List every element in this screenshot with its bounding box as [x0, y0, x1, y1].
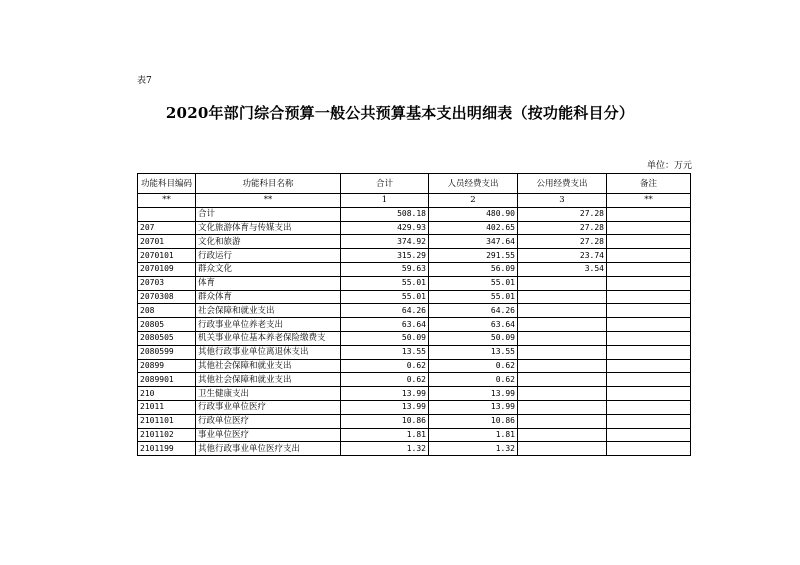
personnel-cell: 13.99: [429, 400, 518, 414]
index-cell: 3: [518, 194, 607, 208]
code-cell: 2089901: [138, 373, 196, 387]
personnel-cell: 56.09: [429, 262, 518, 276]
public-cell: [518, 276, 607, 290]
public-cell: [518, 414, 607, 428]
personnel-cell: 10.86: [429, 414, 518, 428]
name-cell: 合计: [196, 207, 341, 221]
note-cell: [607, 207, 691, 221]
personnel-cell: 13.99: [429, 387, 518, 401]
code-cell: 21011: [138, 400, 196, 414]
total-cell: 13.55: [341, 345, 429, 359]
name-cell: 行政事业单位养老支出: [196, 318, 341, 332]
table-row: [138, 249, 691, 263]
note-cell: [607, 442, 691, 456]
table-row: [138, 442, 691, 456]
personnel-cell: 0.62: [429, 359, 518, 373]
note-cell: [607, 318, 691, 332]
code-cell: 2101102: [138, 428, 196, 442]
total-cell: 59.63: [341, 262, 429, 276]
public-cell: 27.28: [518, 207, 607, 221]
index-row: [138, 194, 691, 208]
name-cell: 群众文化: [196, 262, 341, 276]
code-cell: 20703: [138, 276, 196, 290]
note-cell: [607, 235, 691, 249]
personnel-cell: 402.65: [429, 221, 518, 235]
name-cell: 群众体育: [196, 290, 341, 304]
total-cell: 429.93: [341, 221, 429, 235]
expenditure-detail-table: [137, 173, 691, 456]
total-cell: 508.18: [341, 207, 429, 221]
table-row: [138, 290, 691, 304]
personnel-cell: 1.32: [429, 442, 518, 456]
code-cell: 2070109: [138, 262, 196, 276]
table-row: [138, 276, 691, 290]
header-public: 公用经费支出: [518, 174, 607, 194]
total-cell: 64.26: [341, 304, 429, 318]
code-cell: 210: [138, 387, 196, 401]
name-cell: 行政事业单位医疗: [196, 400, 341, 414]
note-cell: [607, 249, 691, 263]
table-row: [138, 221, 691, 235]
code-cell: 2070308: [138, 290, 196, 304]
note-cell: [607, 345, 691, 359]
code-cell: 2080599: [138, 345, 196, 359]
public-cell: [518, 304, 607, 318]
public-cell: 27.28: [518, 235, 607, 249]
table-row: [138, 235, 691, 249]
note-cell: [607, 262, 691, 276]
code-cell: [138, 207, 196, 221]
name-cell: 文化旅游体育与传媒支出: [196, 221, 341, 235]
personnel-cell: 1.81: [429, 428, 518, 442]
name-cell: 卫生健康支出: [196, 387, 341, 401]
personnel-cell: 480.90: [429, 207, 518, 221]
personnel-cell: 50.09: [429, 331, 518, 345]
name-cell: 其他行政事业单位离退休支出: [196, 345, 341, 359]
public-cell: [518, 359, 607, 373]
note-cell: [607, 387, 691, 401]
header-note: 备注: [607, 174, 691, 194]
public-cell: [518, 345, 607, 359]
public-cell: 27.28: [518, 221, 607, 235]
total-cell: 0.62: [341, 359, 429, 373]
note-cell: [607, 373, 691, 387]
public-cell: 23.74: [518, 249, 607, 263]
total-cell: 315.29: [341, 249, 429, 263]
name-cell: 体育: [196, 276, 341, 290]
table-label: 表7: [137, 76, 152, 86]
code-cell: 20805: [138, 318, 196, 332]
name-cell: 行政单位医疗: [196, 414, 341, 428]
header-name: 功能科目名称: [196, 174, 341, 194]
total-cell: 50.09: [341, 331, 429, 345]
index-cell: 1: [341, 194, 429, 208]
total-cell: 0.62: [341, 373, 429, 387]
header-personnel: 人员经费支出: [429, 174, 518, 194]
name-cell: 行政运行: [196, 249, 341, 263]
index-cell: **: [607, 194, 691, 208]
public-cell: [518, 442, 607, 456]
note-cell: [607, 359, 691, 373]
total-cell: 55.01: [341, 290, 429, 304]
total-cell: 1.32: [341, 442, 429, 456]
personnel-cell: 64.26: [429, 304, 518, 318]
table-row: [138, 428, 691, 442]
name-cell: 其他社会保障和就业支出: [196, 373, 341, 387]
code-cell: 2080505: [138, 331, 196, 345]
code-cell: 208: [138, 304, 196, 318]
code-cell: 2070101: [138, 249, 196, 263]
public-cell: [518, 331, 607, 345]
total-cell: 1.81: [341, 428, 429, 442]
public-cell: [518, 400, 607, 414]
note-cell: [607, 304, 691, 318]
note-cell: [607, 276, 691, 290]
table-row: [138, 359, 691, 373]
table-row: [138, 318, 691, 332]
note-cell: [607, 290, 691, 304]
personnel-cell: 291.55: [429, 249, 518, 263]
header-row: [138, 174, 691, 194]
personnel-cell: 55.01: [429, 276, 518, 290]
header-code: 功能科目编码: [138, 174, 196, 194]
table-row: [138, 304, 691, 318]
code-cell: 20899: [138, 359, 196, 373]
name-cell: 机关事业单位基本养老保险缴费支: [196, 331, 341, 345]
total-cell: 374.92: [341, 235, 429, 249]
code-cell: 207: [138, 221, 196, 235]
personnel-cell: 13.55: [429, 345, 518, 359]
name-cell: 文化和旅游: [196, 235, 341, 249]
name-cell: 社会保障和就业支出: [196, 304, 341, 318]
code-cell: 2101101: [138, 414, 196, 428]
table-row: [138, 400, 691, 414]
note-cell: [607, 221, 691, 235]
public-cell: [518, 373, 607, 387]
code-cell: 2101199: [138, 442, 196, 456]
personnel-cell: 55.01: [429, 290, 518, 304]
total-cell: 13.99: [341, 400, 429, 414]
index-cell: 2: [429, 194, 518, 208]
name-cell: 其他行政事业单位医疗支出: [196, 442, 341, 456]
note-cell: [607, 331, 691, 345]
public-cell: [518, 290, 607, 304]
public-cell: 3.54: [518, 262, 607, 276]
note-cell: [607, 414, 691, 428]
note-cell: [607, 400, 691, 414]
index-cell: **: [138, 194, 196, 208]
page-title: 2020年部门综合预算一般公共预算基本支出明细表（按功能科目分）: [165, 104, 635, 122]
total-cell: 13.99: [341, 387, 429, 401]
note-cell: [607, 428, 691, 442]
unit-label: 单位：万元: [646, 161, 692, 171]
code-cell: 20701: [138, 235, 196, 249]
table-row: [138, 414, 691, 428]
total-cell: 63.64: [341, 318, 429, 332]
name-cell: 事业单位医疗: [196, 428, 341, 442]
table-row: [138, 387, 691, 401]
public-cell: [518, 387, 607, 401]
index-cell: **: [196, 194, 341, 208]
table-row: [138, 207, 691, 221]
header-total: 合计: [341, 174, 429, 194]
public-cell: [518, 318, 607, 332]
name-cell: 其他社会保障和就业支出: [196, 359, 341, 373]
public-cell: [518, 428, 607, 442]
personnel-cell: 347.64: [429, 235, 518, 249]
table-row: [138, 345, 691, 359]
table-row: [138, 262, 691, 276]
total-cell: 55.01: [341, 276, 429, 290]
personnel-cell: 0.62: [429, 373, 518, 387]
personnel-cell: 63.64: [429, 318, 518, 332]
total-cell: 10.86: [341, 414, 429, 428]
table-row: [138, 373, 691, 387]
table-row: [138, 331, 691, 345]
